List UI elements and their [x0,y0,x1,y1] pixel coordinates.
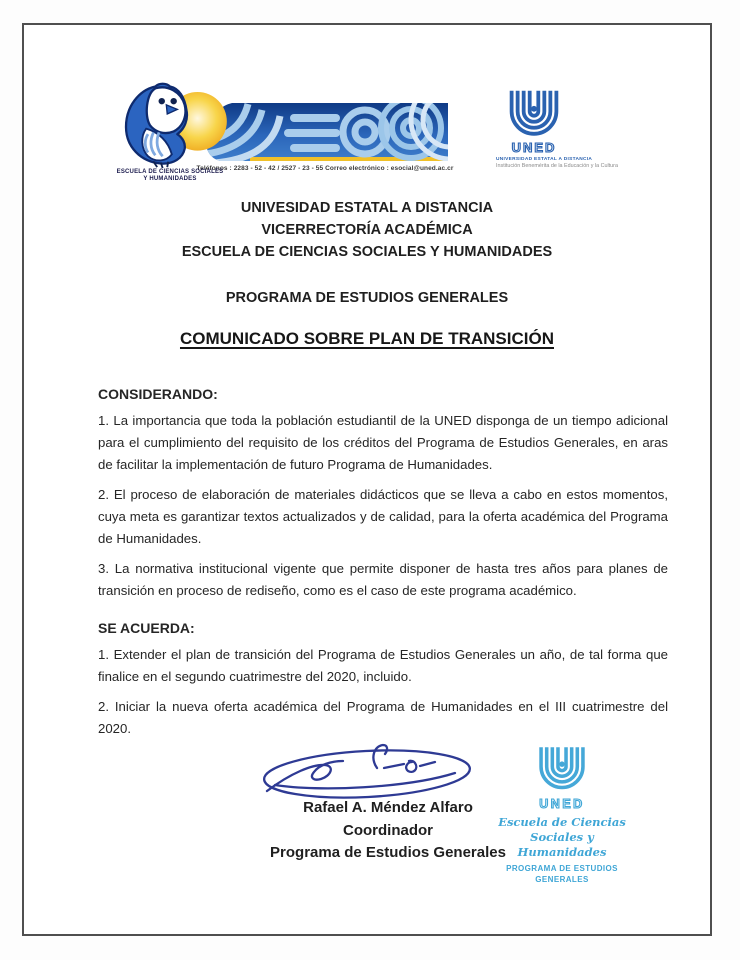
uned-name-line: UNIVERSIDAD ESTATAL A DISTANCIA [496,157,593,162]
acuerdo-heading: SE ACUERDA: [98,620,195,636]
school-logo-caption [96,169,244,183]
stamp-acronym: UNED [539,797,585,811]
signatory-title: Coordinador [343,821,433,839]
title-vicerrectoria: VICERRECTORÍA ACADÉMICA [261,222,473,238]
stamp-school-line1: Escuela de Ciencias [498,815,626,829]
uned-acronym: UNED [511,140,557,155]
title-school: ESCUELA DE CIENCIAS SOCIALES Y HUMANIDADES [181,244,553,260]
title-program: PROGRAMA DE ESTUDIOS GENERALES [225,290,509,306]
document-subject-text: COMUNICADO SOBRE PLAN DE TRANSICIÓN [179,329,554,348]
acuerdo-item-1: 1. Extender el plan de transición del Programa de Estudios Generales un año, de tal forma que finalice en el segundo cuatrimestre del 2020, incluido. [98,647,668,684]
wave-banner-graphic [204,102,448,162]
considerando-item-2: 2. El proceso de elaboración de materiales didácticos que se lleva a cabo en estos momentos, cuya meta es garantizar textos actualizados y de calidad, para la oferta académica del Programa de Humanidades. [98,487,668,546]
stamp-program-line1: PROGRAMA DE ESTUDIOS [506,864,618,873]
title-university: UNIVESIDAD ESTATAL A DISTANCIA [240,200,494,216]
stamp-school-line2: Sociales y Humanidades [517,830,607,859]
contact-line: Teléfonos : 2283 - 52 - 42 / 2527 - 23 - 55 Correo electrónico : esocial@uned.ac.cr [196,165,454,172]
document-subject [24,326,710,352]
document-page [22,23,712,936]
stamp-program-line2: GENERALES [535,875,589,884]
uned-logo-block [496,87,618,169]
school-owl-logo [108,81,232,169]
signatory-program: Programa de Estudios Generales [270,844,506,861]
uned-u-arcs-icon [503,87,565,141]
considerando-heading: CONSIDERANDO: [98,386,218,402]
acuerdo-item-2: 2. Iniciar la nueva oferta académica del Programa de Humanidades en el III cuatrimestre del 2020. [98,699,668,736]
considerando-item-1: 1. La importancia que toda la población estudiantil de la UNED disponga de un tiempo adicional para el cumplimiento del requisito de los créditos del Programa de Estudios Generales, en aras de facilitar la implementación de futuro Programa de Humanidades. [98,413,668,472]
stamp-u-arcs-icon [533,743,591,795]
school-logo-caption-line2: Y HUMANIDADES [143,176,197,182]
school-logo-caption-line1: ESCUELA DE CIENCIAS SOCIALES [116,169,224,175]
title-block [24,197,710,263]
considerando-item-3: 3. La normativa institucional vigente que permite disponer de hasta tres años para planes de transición en proceso de rediseño, como es el caso de este programa académico. [98,561,668,598]
uned-motto-line: Institución Benemérita de la Educación y la Cultura [496,163,618,169]
signatory-name: Rafael A. Méndez Alfaro [303,799,473,816]
document-body [98,383,668,748]
signatory-block [232,797,544,865]
